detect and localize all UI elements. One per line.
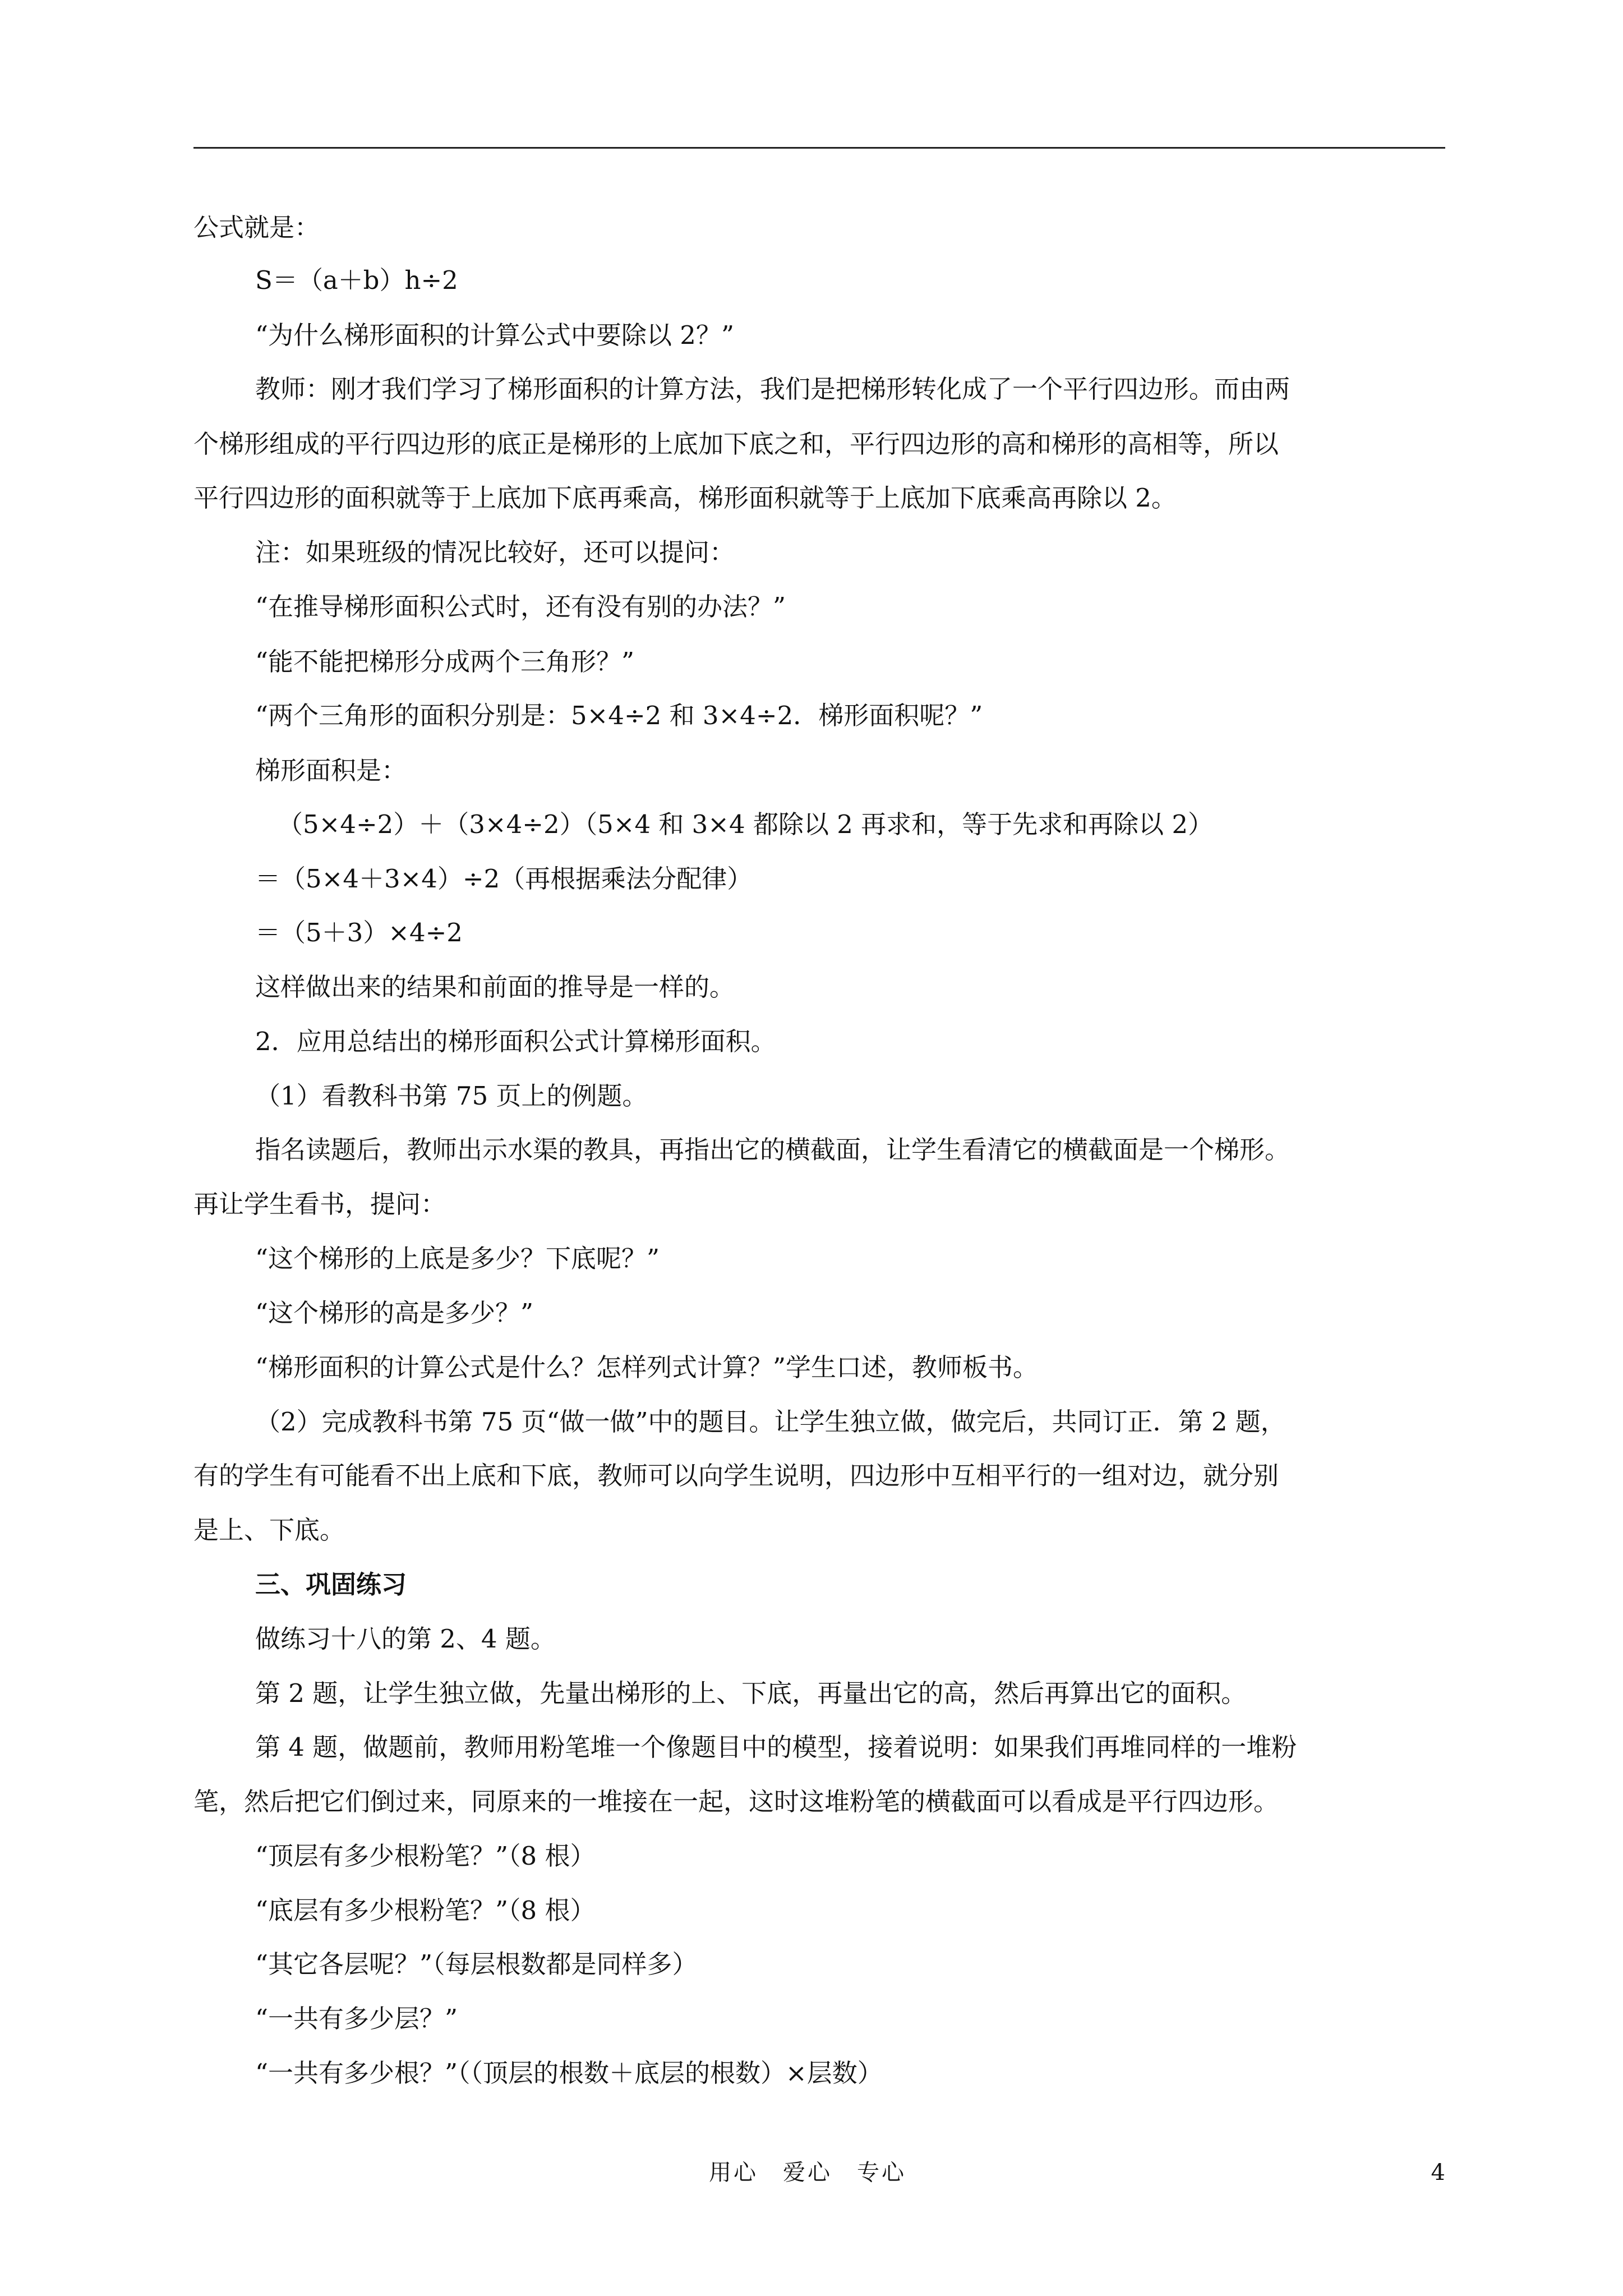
text-line: “两个三角形的面积分别是：5×4÷2 和 3×4÷2．梯形面积呢？” (255, 701, 983, 730)
formula-line: ＝（5×4＋3×4）÷2（再根据乘法分配律） (255, 864, 753, 894)
text-line: “为什么梯形面积的计算公式中要除以 2？” (255, 320, 734, 350)
text-line: 第 4 题，做题前，教师用粉笔堆一个像题目中的模型，接着说明：如果我们再堆同样的一堆粉 (255, 1732, 1297, 1762)
text-line: 2．应用总结出的梯形面积公式计算梯形面积。 (255, 1027, 776, 1056)
footer-motto: 用心 爱心 专心 (709, 2160, 906, 2185)
text-line: （2）完成教科书第 75 页“做一做”中的题目。让学生独立做，做完后，共同订正．第 2 题， (255, 1407, 1286, 1437)
text-line: “能不能把梯形分成两个三角形？” (255, 647, 635, 677)
text-line: “这个梯形的上底是多少？下底呢？” (255, 1244, 660, 1273)
text-line: 第 2 题，让学生独立做，先量出梯形的上、下底，再量出它的高，然后再算出它的面积。 (255, 1678, 1247, 1708)
text-line: 平行四边形的面积就等于上底加下底再乘高，梯形面积就等于上底加下底乘高再除以 2。 (193, 483, 1177, 513)
formula-line: ＝（5＋3）×4÷2 (255, 918, 463, 947)
text-line: 教师：刚才我们学习了梯形面积的计算方法，我们是把梯形转化成了一个平行四边形。而由两 (255, 374, 1290, 404)
text-line: 指名读题后，教师出示水渠的教具，再指出它的横截面，让学生看清它的横截面是一个梯形。 (255, 1135, 1290, 1165)
text-line: 梯形面积是： (255, 756, 407, 785)
text-line: 有的学生有可能看不出上底和下底，教师可以向学生说明，四边形中互相平行的一组对边，就分别 (193, 1461, 1279, 1490)
text-line: 做练习十八的第 2、4 题。 (255, 1624, 556, 1654)
page-number: 4 (1431, 2160, 1445, 2185)
text-line: 是上、下底。 (193, 1515, 345, 1545)
document-body (193, 0, 1445, 2296)
text-line: “一共有多少层？” (255, 2004, 458, 2033)
text-line: “顶层有多少根粉笔？”（8 根） (255, 1841, 596, 1871)
section-heading: 三、巩固练习 (255, 1570, 407, 1599)
text-line: （1）看教科书第 75 页上的例题。 (255, 1081, 648, 1111)
formula-line: （5×4÷2）＋（3×4÷2）（5×4 和 3×4 都除以 2 再求和，等于先求和再除以 2） (278, 809, 1214, 839)
text-line: 公式就是： (193, 213, 320, 242)
text-line: 注：如果班级的情况比较好，还可以提问： (255, 537, 735, 567)
text-line: “一共有多少根？”（（顶层的根数＋底层的根数）×层数） (255, 2058, 883, 2088)
text-line: “梯形面积的计算公式是什么？怎样列式计算？”学生口述，教师板书。 (255, 1352, 1039, 1382)
text-line: “在推导梯形面积公式时，还有没有别的办法？” (255, 592, 786, 622)
text-line: “这个梯形的高是多少？” (255, 1298, 534, 1328)
text-line: 再让学生看书，提问： (193, 1189, 446, 1219)
text-line: 笔，然后把它们倒过来，同原来的一堆接在一起，这时这堆粉笔的横截面可以看成是平行四边形。 (193, 1787, 1279, 1816)
text-line: 个梯形组成的平行四边形的底正是梯形的上底加下底之和，平行四边形的高和梯形的高相等，所以 (193, 429, 1279, 459)
text-line: “其它各层呢？”（每层根数都是同样多） (255, 1949, 698, 1979)
text-line: “底层有多少根粉笔？”（8 根） (255, 1895, 596, 1925)
formula-line: S＝（a＋b）h÷2 (255, 265, 458, 295)
text-line: 这样做出来的结果和前面的推导是一样的。 (255, 972, 735, 1002)
